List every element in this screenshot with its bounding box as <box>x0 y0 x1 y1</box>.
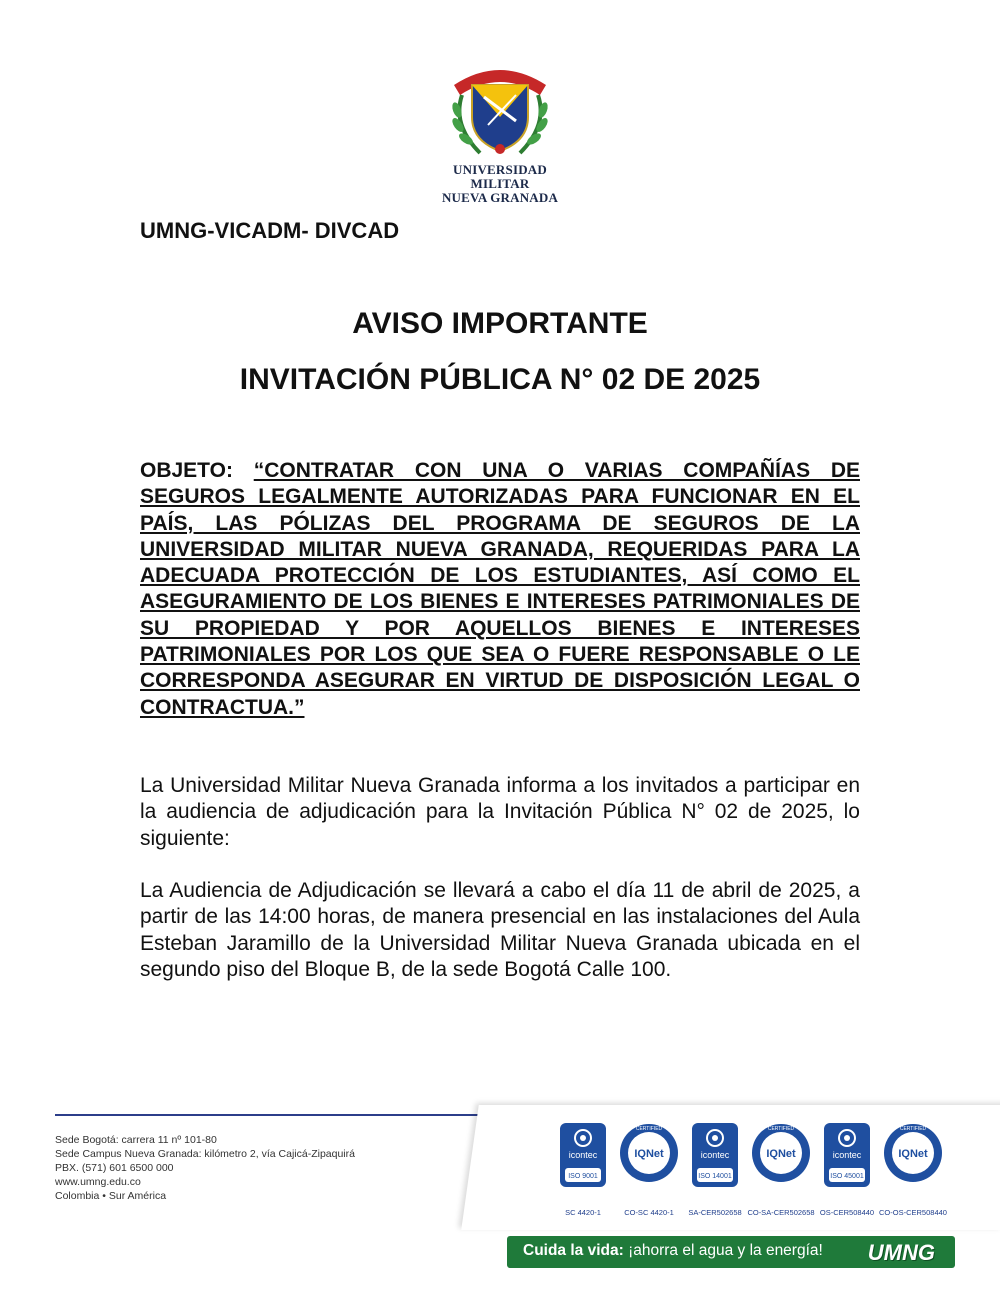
cert-icontec-9001 <box>550 1122 616 1217</box>
paragraph-informa: La Universidad Militar Nueva Granada informa a los invitados a participar en la audiencia de adjudicación para la Invitación Pública N° 02 de 2025, lo siguiente: <box>140 774 860 850</box>
cert-brand: IQNet <box>766 1148 796 1160</box>
address-line: Sede Campus Nueva Granada: kilómetro 2, vía Cajicá-Zipaquirá <box>55 1148 355 1160</box>
cert-code: SC 4420-1 <box>565 1208 601 1217</box>
eco-banner-text <box>523 1242 823 1260</box>
cert-standard: CERTIFIED <box>899 1126 927 1132</box>
eco-banner-bold: Cuida la vida: <box>523 1242 624 1259</box>
cert-standard: ISO 9001 <box>568 1173 598 1180</box>
iqnet-icon <box>882 1122 944 1184</box>
footer-address <box>55 1133 355 1203</box>
document-reference: UMNG-VICADM- DIVCAD <box>140 218 400 243</box>
eco-banner-slogan: ¡ahorra el agua y la energía! <box>623 1242 823 1259</box>
cert-code: CO-SC 4420-1 <box>624 1208 674 1217</box>
address-line: Sede Bogotá: carrera 11 nº 101-80 <box>55 1134 217 1146</box>
cert-brand: icontec <box>568 1150 598 1160</box>
cert-icontec-14001 <box>682 1122 748 1217</box>
title-aviso: AVISO IMPORTANTE <box>352 307 648 340</box>
cert-iqnet-sc <box>616 1122 682 1217</box>
cert-standard: CERTIFIED <box>635 1126 663 1132</box>
icontec-icon <box>823 1122 871 1188</box>
logo-name-line1: UNIVERSIDAD MILITAR <box>453 162 547 191</box>
paragraph-audiencia: La Audiencia de Adjudicación se llevará a cabo el día 11 de abril de 2025, a partir de las 14:00 horas, de manera presencial en las instalaciones del Aula Esteban Jaramillo de la Universidad Militar Nueva Granada ubicada en el segundo piso del Bloque B, de la sede Bogotá Calle 100. <box>140 879 860 981</box>
university-logo <box>430 55 570 205</box>
title-invitacion: INVITACIÓN PÚBLICA N° 02 DE 2025 <box>239 363 761 396</box>
cert-code: CO-OS-CER508440 <box>879 1208 947 1217</box>
cert-code: SA-CER502658 <box>688 1208 742 1217</box>
certifications-row <box>540 1122 960 1217</box>
icontec-icon <box>691 1122 739 1188</box>
cert-icontec-45001 <box>814 1122 880 1217</box>
footer-divider <box>55 1114 500 1116</box>
umng-leaf-logo: UMNG <box>867 1240 935 1265</box>
iqnet-icon <box>618 1122 680 1184</box>
cert-brand: IQNet <box>898 1148 928 1160</box>
address-line: Colombia • Sur América <box>55 1190 167 1202</box>
cert-iqnet-sa <box>748 1122 814 1217</box>
cert-code: CO-SA-CER502658 <box>747 1208 815 1217</box>
cert-standard: CERTIFIED <box>767 1126 795 1132</box>
icontec-icon <box>559 1122 607 1188</box>
address-line: PBX. (571) 601 6500 000 <box>55 1162 174 1174</box>
cert-standard: ISO 45001 <box>830 1173 864 1180</box>
cert-brand: icontec <box>832 1150 862 1160</box>
website-link[interactable]: www.umng.edu.co <box>55 1176 141 1188</box>
iqnet-icon <box>750 1122 812 1184</box>
cert-code: OS-CER508440 <box>819 1208 875 1217</box>
objeto-label: OBJETO: <box>140 459 233 482</box>
cert-standard: ISO 14001 <box>698 1173 732 1180</box>
logo-name-line2: NUEVA GRANADA <box>441 190 559 205</box>
cert-iqnet-os <box>880 1122 946 1217</box>
eco-banner <box>507 1236 955 1268</box>
objeto-text: “CONTRATAR CON UNA O VARIAS COMPAÑÍAS DE SEGUROS LEGALMENTE AUTORIZADAS PARA FUNCIONAR EN EL PAÍS, LAS PÓLIZAS DEL PROGRAMA DE SEGUROS DE LA UNIVERSIDAD MILITAR NUEVA GRANADA, REQUERIDAS PARA LA ADECUADA PROTECCIÓN DE LOS ESTUDIANTES, ASÍ COMO EL ASEGURAMIENTO DE LOS BIENES E INTERESES PATRIMONIALES DE SU PROPIEDAD Y POR AQUELLOS BIENES E INTERESES PATRIMONIALES POR LOS QUE SEA O FUERE RESPONSABLE O LE CORRESPONDA ASEGURAR EN VIRTUD DE DISPOSICIÓN LEGAL O CONTRACTUA.” <box>140 459 860 719</box>
university-crest-icon <box>440 55 560 163</box>
cert-brand: IQNet <box>634 1148 664 1160</box>
cert-brand: icontec <box>700 1150 730 1160</box>
objeto-section <box>140 458 860 721</box>
